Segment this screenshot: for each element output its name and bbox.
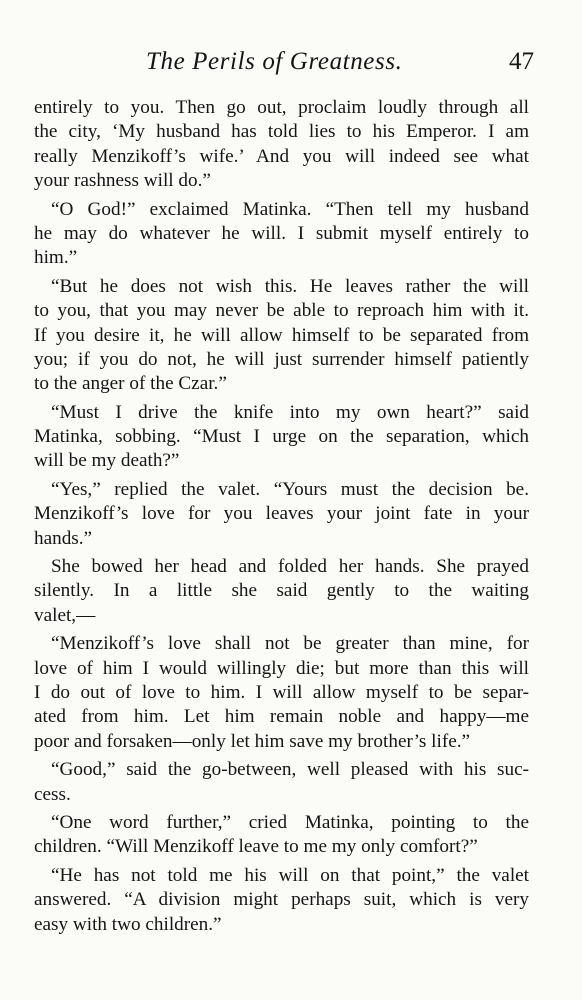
text-line: silently. In a little she said gently to the waiting [34,580,529,602]
text-line: valet,— [34,604,96,626]
text-line: “But he does not wish this. He leaves rather the will [51,275,529,297]
paragraph [34,96,529,194]
running-title: The Perils of Greatness. [146,48,403,75]
text-line: will be my death?” [34,450,180,472]
text-line: “O God!” exclaimed Matinka. “Then tell my husband [51,198,529,220]
text-line: ated from him. Let him remain noble and happy—me [34,706,529,728]
paragraph [34,198,529,271]
text-line: you; if you do not, he will just surrender himself patiently [34,348,529,370]
text-line: “Good,” said the go-between, well pleased with his suc- [51,759,529,781]
paragraph [34,401,529,474]
text-line: entirely to you. Then go out, proclaim loudly through all [34,97,529,118]
text-line: She bowed her head and folded her hands. She prayed [51,556,529,578]
page-header [34,48,534,84]
paragraph [34,275,529,397]
text-line: children. “Will Menzikoff leave to me my only comfort?” [34,836,478,858]
text-line: Menzikoff’s love for you leaves your joint fate in your [34,503,529,525]
text-line: answered. “A division might perhaps suit, which is very [34,889,529,911]
text-line: to the anger of the Czar.” [34,373,227,395]
text-line: your rashness will do.” [34,170,211,192]
text-line: “Menzikoff’s love shall not be greater than mine, for [51,633,529,655]
text-line: “Yes,” replied the valet. “Yours must the decision be. [51,478,529,500]
text-line: the city, ‘My husband has told lies to his Emperor. I am [34,121,529,143]
text-line: “One word further,” cried Matinka, pointing to the [51,811,529,833]
text-line: Matinka, sobbing. “Must I urge on the separation, which [34,426,529,448]
text-line: easy with two children.” [34,913,222,935]
body-text [34,96,529,941]
text-line: he may do whatever he will. I submit myself entirely to [34,222,529,244]
text-line: love of him I would willingly die; but more than this will [34,657,529,679]
text-line: really Menzikoff’s wife.’ And you will indeed see what [34,145,529,167]
text-line: hands.” [34,527,93,549]
paragraph [34,632,529,754]
text-line: I do out of love to him. I will allow myself to be separ- [34,681,529,703]
paragraph [34,811,529,860]
paragraph [34,555,529,628]
text-line: “Must I drive the knife into my own heart?” said [51,401,529,423]
paragraph [34,864,529,937]
text-line: If you desire it, he will allow himself to be separated from [34,324,529,346]
text-line: him.” [34,247,78,269]
paragraph [34,478,529,551]
text-line: poor and forsaken—only let him save my brother’s life.” [34,730,471,752]
paragraph [34,758,529,807]
text-line: cess. [34,783,71,805]
text-line: to you, that you may never be able to reproach him with it. [34,300,529,322]
text-line: “He has not told me his will on that point,” the valet [51,864,529,886]
page-number: 47 [509,48,534,75]
